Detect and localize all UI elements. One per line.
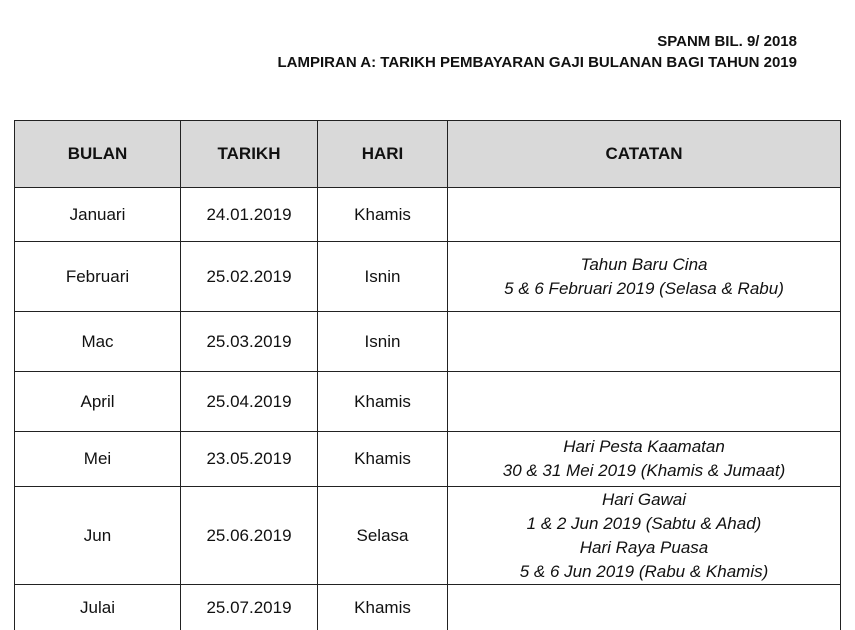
reference-number: SPANM BIL. 9/ 2018 — [657, 33, 797, 50]
cell-catatan — [448, 585, 841, 630]
cell-bulan: Jun — [15, 487, 181, 585]
cell-hari: Khamis — [318, 372, 448, 432]
cell-bulan: Mac — [15, 312, 181, 372]
cell-catatan — [448, 188, 841, 242]
catatan-line: Hari Pesta Kaamatan — [563, 437, 725, 456]
table-row — [15, 585, 841, 630]
cell-tarikh: 24.01.2019 — [181, 188, 318, 242]
cell-tarikh: 25.04.2019 — [181, 372, 318, 432]
cell-hari: Khamis — [318, 432, 448, 487]
cell-tarikh: 25.06.2019 — [181, 487, 318, 585]
cell-hari: Isnin — [318, 242, 448, 312]
document-header — [278, 31, 798, 73]
cell-hari: Khamis — [318, 188, 448, 242]
column-header-tarikh: TARIKH — [181, 121, 318, 188]
catatan-line: Tahun Baru Cina — [580, 254, 708, 274]
cell-bulan: April — [15, 372, 181, 432]
table-row — [15, 432, 841, 487]
cell-hari: Khamis — [318, 585, 448, 630]
catatan-line: 5 & 6 Jun 2019 (Rabu & Khamis) — [519, 561, 769, 581]
salary-date-table — [14, 120, 841, 630]
table-header-row — [15, 121, 841, 188]
catatan-line: 1 & 2 Jun 2019 (Sabtu & Ahad) — [526, 513, 762, 533]
document-title: LAMPIRAN A: TARIKH PEMBAYARAN GAJI BULANAN BAGI TAHUN 2019 — [277, 54, 797, 71]
column-header-hari: HARI — [318, 121, 448, 188]
cell-bulan: Mei — [15, 432, 181, 487]
cell-tarikh: 25.02.2019 — [181, 242, 318, 312]
cell-bulan: Julai — [15, 585, 181, 630]
catatan-line: Hari Gawai — [601, 489, 687, 509]
column-header-bulan: BULAN — [15, 121, 181, 188]
cell-catatan — [448, 432, 841, 487]
cell-catatan — [448, 242, 841, 312]
table-row — [15, 487, 841, 585]
cell-catatan — [448, 487, 841, 585]
cell-hari: Selasa — [318, 487, 448, 585]
catatan-line: 5 & 6 Februari 2019 (Selasa & Rabu) — [504, 278, 784, 298]
table-row — [15, 188, 841, 242]
cell-tarikh: 25.03.2019 — [181, 312, 318, 372]
cell-catatan — [448, 312, 841, 372]
catatan-line: 30 & 31 Mei 2019 (Khamis & Jumaat) — [502, 461, 786, 480]
table-row — [15, 242, 841, 312]
cell-bulan: Februari — [15, 242, 181, 312]
cell-hari: Isnin — [318, 312, 448, 372]
table-row — [15, 312, 841, 372]
cell-bulan: Januari — [15, 188, 181, 242]
column-header-catatan: CATATAN — [448, 121, 841, 188]
catatan-line: Hari Raya Puasa — [579, 537, 709, 557]
cell-tarikh: 25.07.2019 — [181, 585, 318, 630]
cell-tarikh: 23.05.2019 — [181, 432, 318, 487]
cell-catatan — [448, 372, 841, 432]
table-row — [15, 372, 841, 432]
